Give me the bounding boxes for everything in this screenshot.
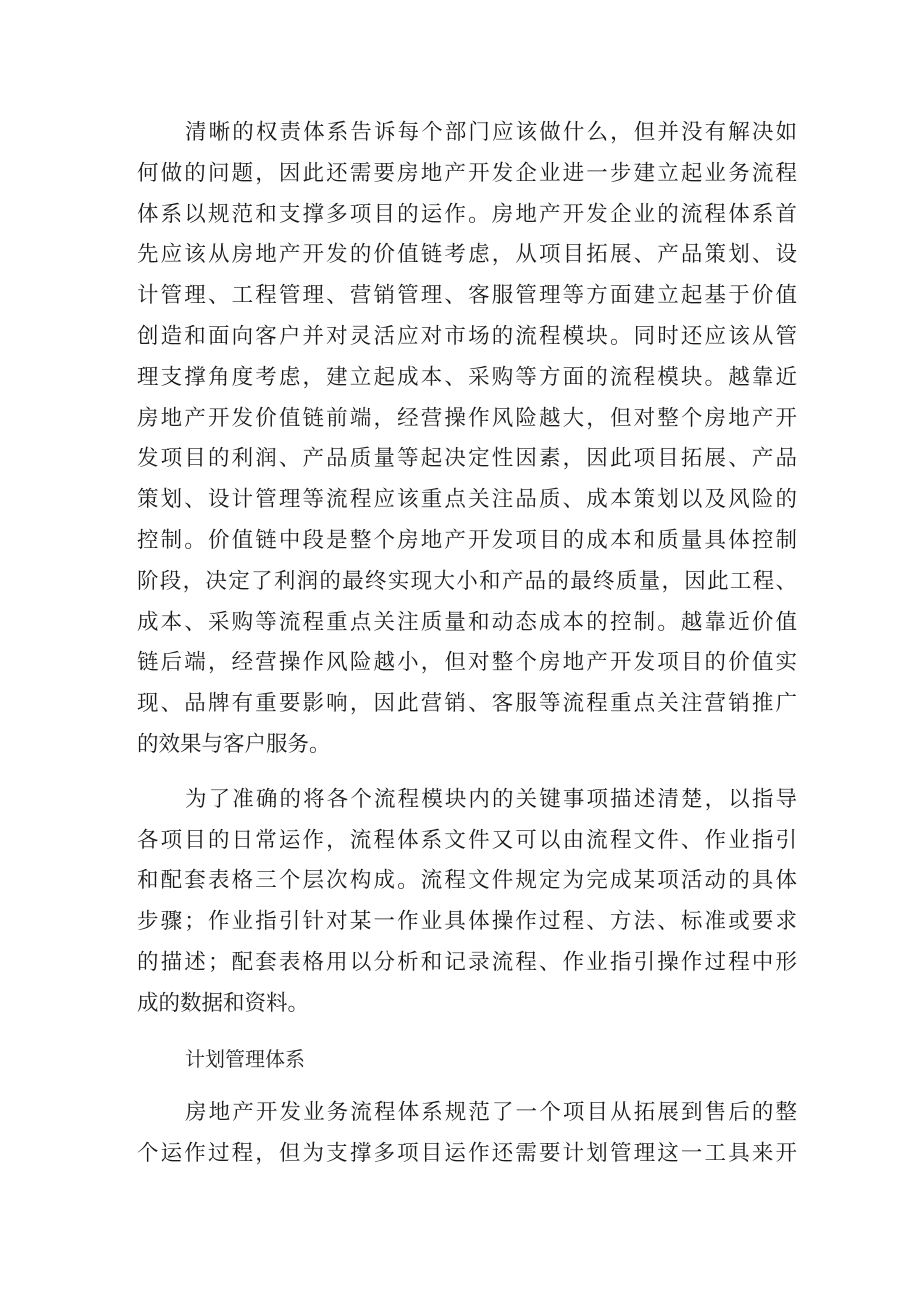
paragraph-line: 何做的问题，因此还需要房地产开发企业进一步建立起业务流程 [137,160,797,186]
paragraph-line: 的描述；配套表格用以分析和记录流程、作业指引操作过程中形 [137,949,797,975]
paragraph-line: 和配套表格三个层次构成。流程文件规定为完成某项活动的具体 [137,868,797,894]
paragraph-1 [137,113,797,766]
document-body [137,113,797,1175]
paragraph-line: 清晰的权责体系告诉每个部门应该做什么，但并没有解决如 [185,120,797,145]
paragraph-line: 成本、采购等流程重点关注质量和动态成本的控制。越靠近价值 [137,609,797,635]
paragraph-line: 成的数据和资料。 [137,990,310,1016]
section-heading: 计划管理体系 [185,1046,305,1071]
paragraph-line: 步骤；作业指引针对某一作业具体操作过程、方法、标准或要求 [137,909,797,935]
paragraph-line: 为了准确的将各个流程模块内的关键事项描述清楚，以指导 [185,786,797,812]
paragraph-line: 策划、设计管理等流程应该重点关注品质、成本策划以及风险的 [137,487,797,513]
paragraph-line: 创造和面向客户并对灵活应对市场的流程模块。同时还应该从管 [137,323,797,349]
paragraph-line: 先应该从房地产开发的价值链考虑，从项目拓展、产品策划、设 [137,242,797,268]
paragraph-line: 阶段，决定了利润的最终实现大小和产品的最终质量，因此工程、 [137,568,797,594]
paragraph-line: 房地产开发业务流程体系规范了一个项目从拓展到售后的整 [185,1100,797,1126]
paragraph-spacer [137,766,797,780]
paragraph-spacer [137,1079,797,1093]
paragraph-line: 各项目的日常运作，流程体系文件又可以由流程文件、作业指引 [137,827,797,853]
paragraph-spacer [137,1025,797,1039]
paragraph-line: 的效果与客户服务。 [137,731,331,757]
paragraph-line: 发项目的利润、产品质量等起决定性因素，因此项目拓展、产品 [137,446,797,472]
paragraph-2 [137,780,797,1025]
paragraph-line: 个运作过程，但为支撑多项目运作还需要计划管理这一工具来开 [137,1141,797,1167]
paragraph-line: 理支撑角度考虑，建立起成本、采购等方面的流程模块。越靠近 [137,364,797,390]
paragraph-3 [137,1093,797,1175]
paragraph-line: 体系以规范和支撑多项目的运作。房地产开发企业的流程体系首 [137,201,797,227]
paragraph-line: 控制。价值链中段是整个房地产开发项目的成本和质量具体控制 [137,527,797,553]
paragraph-line: 房地产开发价值链前端，经营操作风险越大，但对整个房地产开 [137,405,797,431]
paragraph-line: 计管理、工程管理、营销管理、客服管理等方面建立起基于价值 [137,283,797,309]
paragraph-line: 链后端，经营操作风险越小，但对整个房地产开发项目的价值实 [137,650,797,676]
paragraph-line: 现、品牌有重要影响，因此营销、客服等流程重点关注营销推广 [137,691,797,717]
